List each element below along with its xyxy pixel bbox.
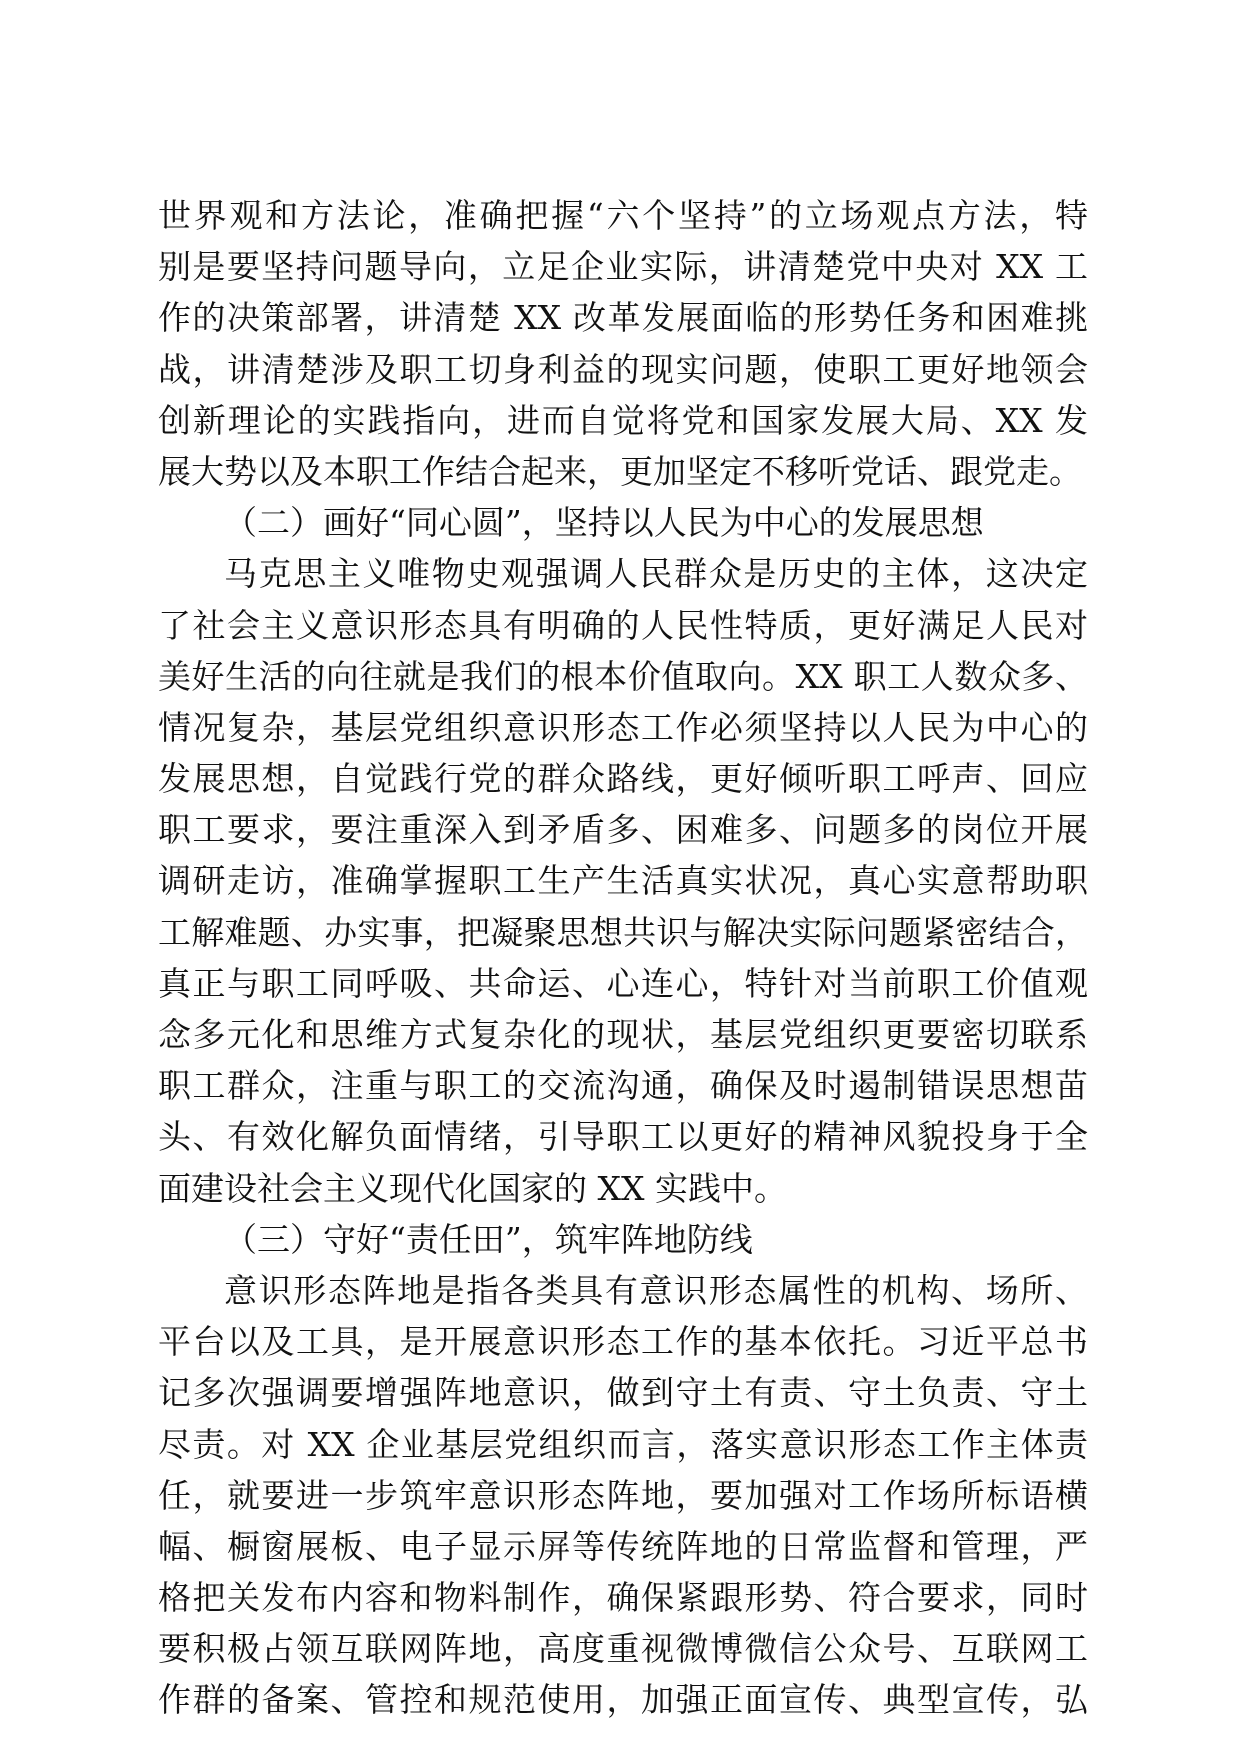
text-line: 马克思主义唯物史观强调人民群众是历史的主体，这决定 [224,554,1088,594]
text-line: 战，讲清楚涉及职工切身利益的现实问题，使职工更好地领会 [158,349,1088,389]
text-line: 了社会主义意识形态具有明确的人民性特质，更好满足人民对 [158,605,1088,645]
document-page [158,190,1088,1726]
text-line: 任，就要进一步筑牢意识形态阵地，要加强对工作场所标语横 [158,1475,1088,1515]
text-line: 作群的备案、管控和规范使用，加强正面宣传、典型宣传，弘 [158,1680,1088,1720]
text-line: 别是要坚持问题导向，立足企业实际，讲清楚党中央对 XX 工 [158,247,1088,287]
text-line: 要积极占领互联网阵地，高度重视微博微信公众号、互联网工 [158,1629,1088,1669]
text-line: 意识形态阵地是指各类具有意识形态属性的机构、场所、 [224,1270,1088,1310]
text-line: 情况复杂，基层党组织意识形态工作必须坚持以人民为中心的 [158,707,1088,747]
text-line: 幅、橱窗展板、电子显示屏等传统阵地的日常监督和管理，严 [158,1526,1088,1566]
text-line: 发展思想，自觉践行党的群众路线，更好倾听职工呼声、回应 [158,759,1088,799]
paragraph-1 [158,190,1088,497]
text-line: 世界观和方法论，准确把握“六个坚持”的立场观点方法，特 [158,196,1088,235]
text-line: 职工要求，要注重深入到矛盾多、困难多、问题多的岗位开展 [158,810,1088,850]
text-line: 面建设社会主义现代化国家的 XX 实践中。 [158,1168,787,1208]
text-line: 调研走访，准确掌握职工生产生活真实状况，真心实意帮助职 [158,861,1088,901]
text-line: 头、有效化解负面情绪，引导职工以更好的精神风貌投身于全 [158,1117,1088,1157]
text-line: 尽责。对 XX 企业基层党组织而言，落实意识形态工作主体责 [158,1424,1088,1464]
section-heading-2: （二）画好“同心圆”，坚持以人民为中心的发展思想 [224,503,984,543]
paragraph-3 [158,1265,1088,1726]
text-line: 美好生活的向往就是我们的根本价值取向。XX 职工人数众多、 [158,656,1088,696]
text-line: 作的决策部署，讲清楚 XX 改革发展面临的形势任务和困难挑 [158,298,1088,338]
text-line: 工解难题、办实事，把凝聚思想共识与解决实际问题紧密结合， [158,912,1088,952]
text-line: 真正与职工同呼吸、共命运、心连心，特针对当前职工价值观 [158,963,1088,1003]
text-line: 平台以及工具，是开展意识形态工作的基本依托。习近平总书 [158,1322,1088,1362]
text-line: 创新理论的实践指向，进而自觉将党和国家发展大局、XX 发 [158,400,1088,440]
paragraph-2 [158,548,1088,1213]
text-line: 记多次强调要增强阵地意识，做到守土有责、守土负责、守土 [158,1373,1088,1413]
text-line: 格把关发布内容和物料制作，确保紧跟形势、符合要求，同时 [158,1578,1088,1618]
text-line: 职工群众，注重与职工的交流沟通，确保及时遏制错误思想苗 [158,1066,1088,1106]
text-line: 念多元化和思维方式复杂化的现状，基层党组织更要密切联系 [158,1015,1088,1054]
text-line: 展大势以及本职工作结合起来，更加坚定不移听党话、跟党走。 [158,451,1082,491]
section-heading-3: （三）守好“责任田”，筑牢阵地防线 [224,1219,753,1259]
